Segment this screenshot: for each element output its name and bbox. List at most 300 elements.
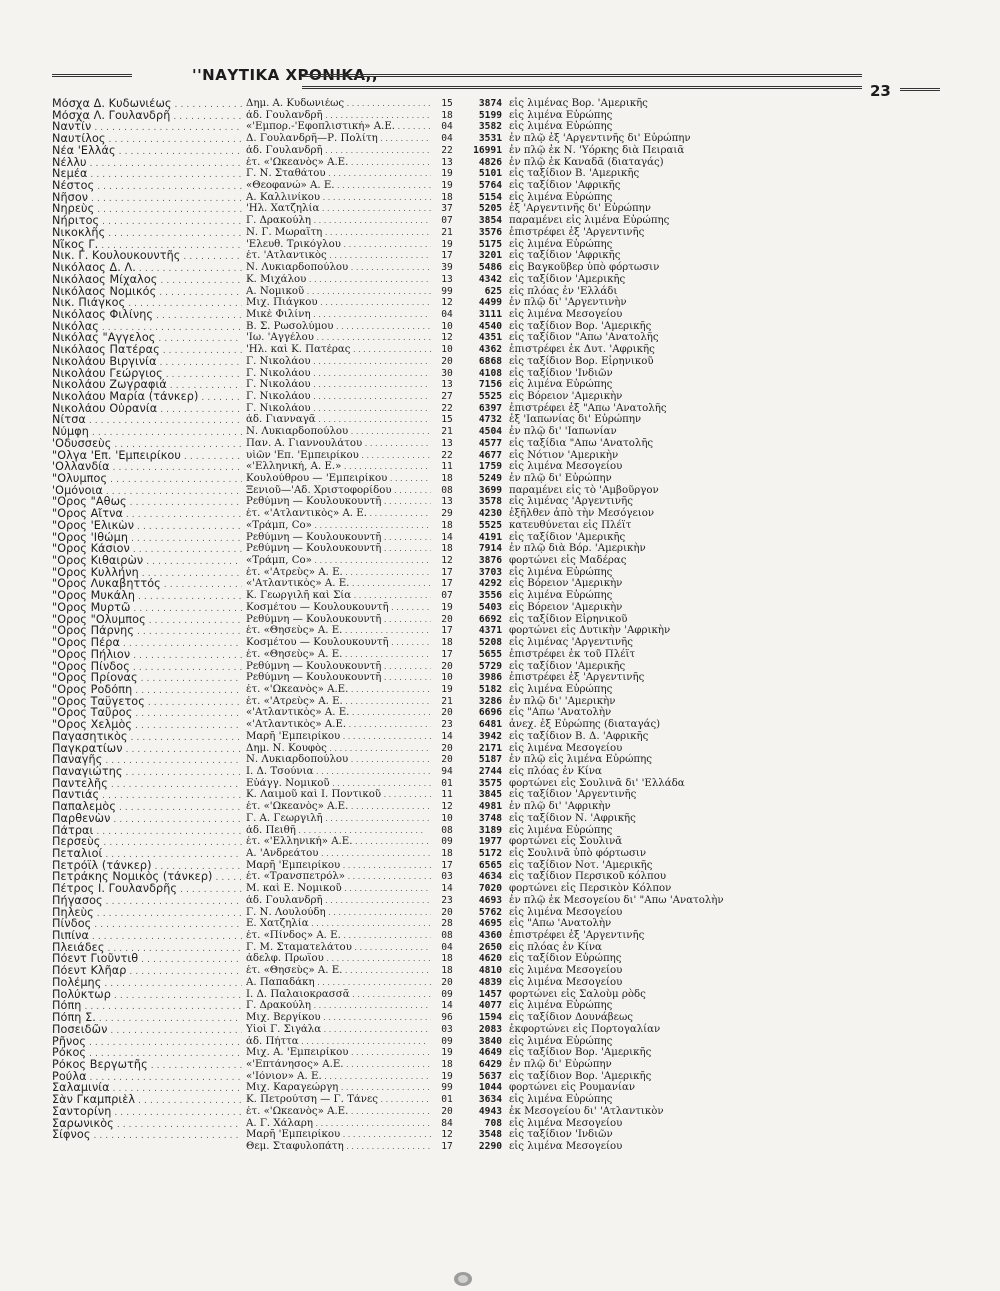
ship-status: ἐκφορτώνει εἰς Πορτογαλίαν — [509, 1023, 661, 1035]
ship-status: εἰς λιμένα Εὐρώπης — [509, 1035, 613, 1047]
ship-num: 3286 — [478, 695, 502, 707]
ship-status: εἰς ταξίδια "Απω 'Ανατολῆς — [509, 437, 654, 449]
ship-status: εἰς ταξίδιον 'Ινδιῶν — [509, 1129, 613, 1141]
ship-name: Νικ. Πιάγκος . . . — [52, 297, 242, 311]
ship-name: Νέστος . . . — [52, 180, 242, 194]
ship-owner: 'Ηλ. καὶ Κ. Πατέρας . . . — [246, 344, 431, 356]
header-rule-right — [900, 88, 940, 91]
ship-name: "Ορος Κιθαιρὼν . . . — [52, 555, 242, 569]
ship-num: 5199 — [478, 109, 502, 121]
ship-num: 1457 — [478, 988, 502, 1000]
table-row — [52, 1012, 952, 1024]
ship-num: 1759 — [478, 461, 502, 473]
ship-name: Νεμέα . . . — [52, 168, 242, 182]
ship-code: 03 — [441, 871, 453, 883]
ship-owner: Ρεθύμνη — Κουλουκουντῆ . . . — [246, 614, 431, 626]
ship-name: Πηλεὺς . . . — [52, 907, 242, 921]
ship-code: 18 — [441, 637, 453, 649]
ship-code: 10 — [441, 320, 453, 332]
table-row — [52, 696, 952, 708]
ship-name: Νικόλαος Νομικός . . . — [52, 286, 242, 300]
table-row — [52, 1118, 952, 1130]
ship-owner: Κ. Γεωργιλῆ καὶ Σία . . . — [246, 590, 431, 602]
ship-num: 4077 — [478, 1000, 502, 1012]
ship-status: εἰς ταξίδιον 'Αμερικῆς — [509, 531, 626, 543]
ship-num: 4577 — [478, 437, 502, 449]
ship-code: 09 — [441, 1035, 453, 1047]
ship-status: εἰς λιμένα Εὐρώπης — [509, 1094, 613, 1106]
ship-name: "Ορος Κυλλήνη . . . — [52, 567, 242, 581]
ship-owner: υἱῶν 'Επ. 'Εμπειρίκου . . . — [246, 450, 431, 462]
ship-num: 3582 — [478, 121, 502, 133]
ship-owner: Α. 'Ανδρεάτου . . . — [246, 848, 431, 860]
ship-owner: Γ. Νικολάου . . . — [246, 368, 431, 380]
ship-name: "Ορος Πέρα . . . — [52, 637, 242, 651]
ship-name: Πιπίνα . . . — [52, 930, 242, 944]
ship-status: ἐπιστρέφει ἐξ 'Αργεντινῆς — [509, 672, 645, 684]
ship-name: Μόσχα Δ. Κυδωνιέως . . . — [52, 98, 242, 112]
table-row — [52, 1036, 952, 1048]
ship-num: 3531 — [478, 133, 502, 145]
table-row — [52, 813, 952, 825]
table-row — [52, 649, 952, 661]
ship-code: 11 — [441, 461, 453, 473]
ship-owner: ἀδ. Γιανναγᾶ . . . — [246, 414, 431, 426]
table-row — [52, 731, 952, 743]
ship-status: φορτώνει εἰς Ρουμανίαν — [509, 1082, 636, 1094]
ship-status: εἰς πλόας ἐν Κίνα — [509, 941, 602, 953]
ship-status: κατευθύνεται εἰς Πλέϊτ — [509, 519, 632, 531]
ship-owner: «'Ατλαντικὸς» Α. Ε. . . . — [246, 578, 431, 590]
ship-code: 17 — [441, 859, 453, 871]
table-row — [52, 508, 952, 520]
ship-status: εἰς Σουλινᾶ ὑπὸ φόρτωσιν — [509, 848, 647, 859]
table-row — [52, 836, 952, 848]
ship-status: φορτώνει εἰς Μαδέρας — [509, 555, 627, 567]
ship-status: ἐν πλῷ εἰς λιμένα Εὐρώπης — [509, 754, 652, 766]
ship-code: 21 — [441, 226, 453, 238]
ship-owner: ἀδ. Πήττα . . . — [246, 1036, 431, 1048]
ship-name: Νικόλαος Δ. Λ. . . . — [52, 262, 242, 276]
ship-owner: Γ. Νικολάου . . . — [246, 403, 431, 415]
ship-owner: 'Ιω. 'Αγγέλου . . . — [246, 332, 431, 344]
ship-num: 2083 — [478, 1023, 502, 1035]
table-row — [52, 239, 952, 251]
ship-owner: Α. Καλλινίκου . . . — [246, 192, 431, 204]
ship-owner: Μαρῆ 'Εμπειρίκου . . . — [246, 860, 431, 872]
ship-num: 4499 — [478, 297, 502, 309]
ship-num: 1977 — [478, 836, 502, 848]
ship-status: ἀνεχ. ἐξ Εὐρώπης (διαταγάς) — [509, 719, 661, 731]
ship-code: 20 — [441, 1105, 453, 1117]
ship-code: 37 — [441, 203, 453, 215]
ship-code: 96 — [441, 1012, 453, 1024]
ship-status: εἰς ταξίδιον Περσικοῦ κόλπου — [509, 871, 667, 883]
ship-name: Ρῆνος . . . — [52, 1036, 242, 1050]
ship-status: ἐν πλῷ ἐξ 'Αργεντινῆς δι' Εὐρώπην — [509, 133, 691, 145]
ship-name: Παρθενὼν . . . — [52, 813, 242, 827]
ship-name: Παπαλεμὸς . . . — [52, 801, 242, 815]
ship-num: 5182 — [478, 683, 502, 695]
ship-code: 10 — [441, 344, 453, 356]
ship-status: εἰς ταξίδιον Εὐρώπης — [509, 953, 622, 965]
ship-num: 3845 — [478, 789, 502, 801]
ship-name: Πολέμης . . . — [52, 977, 242, 991]
ship-code: 04 — [441, 121, 453, 133]
ship-num: 3189 — [478, 824, 502, 836]
ship-owner: ἐτ. «'Ωκεανὸς» Α.Ε. . . . — [246, 157, 431, 169]
ship-name: Νικολάου Μαρία (τάνκερ) . . . — [52, 391, 242, 405]
ship-num: 3578 — [478, 496, 502, 508]
ship-code: 19 — [441, 168, 453, 180]
ship-name: Νῆσον . . . — [52, 192, 242, 206]
ship-name: "Ορος Μυρτῶ . . . — [52, 602, 242, 616]
ship-name: "Ορος Λυκαβηττός . . . — [52, 578, 242, 592]
table-row — [52, 157, 952, 169]
table-row — [52, 860, 952, 872]
ship-owner: ἐτ. «Θησεὺς» Α. Ε. . . . — [246, 965, 431, 977]
ship-code: 14 — [441, 1000, 453, 1012]
ship-owner: ἐτ. 'Ατλαντικὸς . . . — [246, 250, 431, 262]
ship-code: 04 — [441, 308, 453, 320]
ship-num: 6429 — [478, 1058, 502, 1070]
ship-status: εἰς ταξίδιον Β. Δ. 'Αφρικῆς — [509, 730, 649, 742]
ship-name: Σαρωνικὸς . . . — [52, 1118, 242, 1132]
ship-name: Σαντορίνη . . . — [52, 1106, 242, 1120]
ship-status: εἰς λιμένας 'Αργεντινῆς — [509, 637, 633, 649]
ship-code: 19 — [441, 1070, 453, 1082]
ship-code: 23 — [441, 894, 453, 906]
ship-name: "Ορος Ταΰγετος . . . — [52, 696, 242, 710]
table-row — [52, 989, 952, 1001]
table-row — [52, 145, 952, 157]
ship-num: 3986 — [478, 672, 502, 684]
ship-owner: «Τράμπ, Co» . . . — [246, 520, 431, 532]
table-row — [52, 274, 952, 286]
ship-num: 4351 — [478, 332, 502, 344]
ship-name: Πλειάδες . . . — [52, 942, 242, 956]
ship-name: "Ορος "Ολυμπος . . . — [52, 614, 242, 628]
ship-owner: Δημ. Α. Κυδωνιέως . . . — [246, 98, 431, 110]
ship-num: 625 — [484, 285, 502, 297]
ship-code: 22 — [441, 402, 453, 414]
ship-code: 99 — [441, 1082, 453, 1094]
table-row — [52, 942, 952, 954]
ship-num: 3942 — [478, 730, 502, 742]
ship-status: φορτώνει εἰς Περσικὸν Κόλπον — [509, 883, 672, 895]
ship-name: "Ορος "Αθως . . . — [52, 496, 242, 510]
table-row — [52, 789, 952, 801]
ship-num: 4693 — [478, 894, 502, 906]
table-row — [52, 778, 952, 790]
ship-code: 22 — [441, 449, 453, 461]
ship-num: 6692 — [478, 613, 502, 625]
ship-code: 12 — [441, 555, 453, 567]
table-row — [52, 473, 952, 485]
ship-code: 17 — [441, 648, 453, 660]
ship-owner: «'Ιόνιον» Α. Ε. . . . — [246, 1071, 431, 1083]
ship-name: Νικολάου Οὐρανία . . . — [52, 403, 242, 417]
ship-status: εἰς λιμένα Εὐρώπης — [509, 590, 613, 602]
ship-name: Πετρόϊλ (τάνκερ) . . . — [52, 860, 242, 874]
ship-code: 28 — [441, 918, 453, 930]
ship-status: εἰς ταξίδιον 'Αφρικῆς — [509, 180, 621, 192]
ship-name: Ναντίν . . . — [52, 121, 242, 135]
ship-owner: Γ. Α. Γεωργιλῆ . . . — [246, 813, 431, 825]
table-row — [52, 250, 952, 262]
ship-num: 4620 — [478, 953, 502, 965]
ship-num: 4981 — [478, 801, 502, 813]
ship-code: 14 — [441, 531, 453, 543]
ship-owner: «Θεοφανώ» Α. Ε. . . . — [246, 180, 431, 192]
ship-code: 11 — [441, 789, 453, 801]
ship-code: 18 — [441, 473, 453, 484]
table-row — [52, 930, 952, 942]
ship-name: "Ορος Μυκάλη . . . — [52, 590, 242, 604]
ship-owner: «'Ελληνική, Α. Ε.» . . . — [246, 461, 431, 473]
ship-num: 5175 — [478, 238, 502, 250]
ship-name: Νικοκλῆς . . . — [52, 227, 242, 241]
table-row — [52, 286, 952, 298]
ship-num: 4360 — [478, 930, 502, 942]
ship-owner: Γ. Νικολάου . . . — [246, 379, 431, 391]
ship-name: Πέτρος Ι. Γουλανδρῆς . . . — [52, 883, 242, 897]
ship-owner: Υἱοὶ Γ. Σιγάλα . . . — [246, 1024, 431, 1036]
library-stamp-icon — [452, 1270, 474, 1288]
ship-name: "Ορος Χελμὸς . . . — [52, 719, 242, 733]
ship-owner: Μιχ. Α. 'Εμπειρίκου . . . — [246, 1047, 431, 1059]
ship-status: εἰς λιμένα Μεσογείου — [509, 461, 623, 473]
table-row — [52, 1129, 952, 1141]
ship-name: Πήγασος . . . — [52, 895, 242, 909]
ship-owner: ἐτ. «'Ατλαντικὸς» Α. Ε. . . . — [246, 508, 431, 520]
ship-status: εἰς λιμένα Μεσογείου — [509, 906, 623, 918]
ship-code: 13 — [441, 496, 453, 508]
header-rule-left — [52, 74, 132, 77]
table-row — [52, 602, 952, 614]
ship-owner: Κουλούθρου — 'Εμπειρίκου . . . — [246, 473, 431, 485]
ship-owner: Δ. Γουλανδρῆ—Ρ. Πολίτη . . . — [246, 133, 431, 145]
ship-status: εἰς πλόας ἐν 'Ελλάδι — [509, 285, 618, 297]
table-row — [52, 168, 952, 180]
ship-num: 7156 — [478, 379, 502, 391]
ship-owner: Κοσμέτου — Κουλουκουντῆ . . . — [246, 602, 431, 614]
ship-num: 3556 — [478, 590, 502, 602]
ship-code: 17 — [441, 250, 453, 262]
table-row — [52, 227, 952, 239]
ship-status: ἐκ Μεσογείου δι' 'Ατλαντικὸν — [509, 1105, 664, 1117]
ship-name: Πίνδος . . . — [52, 918, 242, 932]
ship-owner: Κ. Λαιμοῦ καὶ Ι. Ποντικοῦ . . . — [246, 789, 431, 801]
ship-code: 20 — [441, 976, 453, 988]
ship-status: εἰς ταξίδιον 'Αργεντινῆς — [509, 789, 637, 801]
ship-owner: ἐτ. «Τρανσπετρόλ» . . . — [246, 871, 431, 883]
ship-status: ἐν πλῷ δι' 'Αφρικὴν — [509, 801, 611, 813]
ship-status: εἰς "Απω 'Ανατολὴν — [509, 918, 612, 930]
ship-owner: Μ. καὶ Ε. Νομικοῦ . . . — [246, 883, 431, 895]
ship-owner: Μαρῆ 'Εμπειρίκου . . . — [246, 1129, 431, 1141]
ship-code: 10 — [441, 672, 453, 684]
ship-owner: 'Ηλ. Χατζηλία . . . — [246, 203, 431, 215]
ship-status: εἰς λιμένα Μεσογείου — [509, 742, 623, 754]
ship-owner: «Τράμπ, Co» . . . — [246, 555, 431, 567]
table-row — [52, 754, 952, 766]
ship-owner: «'Ατλαντικὸς» Α.Ε. . . . — [246, 719, 431, 731]
ship-owner: Γ. Ν. Λουλούδη . . . — [246, 907, 431, 919]
ship-name: Νικόλαος Πατέρας . . . — [52, 344, 242, 358]
ship-num: 2650 — [478, 941, 502, 953]
ship-code: 14 — [441, 730, 453, 742]
ship-owner: Κοσμέτου — Κουλουκουντῆ . . . — [246, 637, 431, 649]
ship-num: 4191 — [478, 531, 502, 543]
ship-owner: ἐτ. «'Ωκεανὸς» Α.Ε. . . . — [246, 801, 431, 813]
table-row — [52, 110, 952, 122]
table-row — [52, 121, 952, 133]
ship-owner: Β. Σ. Ρωσολύμου . . . — [246, 321, 431, 333]
ship-code: 12 — [441, 801, 453, 813]
ship-name: "Ορος Κάσιον . . . — [52, 543, 242, 557]
table-row — [52, 907, 952, 919]
ship-status: ἐν πλῷ ἐκ Καναδᾶ (διαταγάς) — [509, 156, 664, 168]
ship-owner: ἀδ. Πειθῆ . . . — [246, 825, 431, 837]
table-row — [52, 625, 952, 637]
table-row — [52, 532, 952, 544]
ship-name: Νικ. Γ. Κουλουκουντῆς . . . — [52, 250, 242, 264]
ship-code: 20 — [441, 754, 453, 766]
table-row — [52, 438, 952, 450]
ship-status: ἐπιστρέφει ἐξ 'Αργεντινῆς — [509, 930, 645, 942]
ship-code: 39 — [441, 262, 453, 274]
ship-name: "Ορος Πάρνης . . . — [52, 625, 242, 639]
ship-code: 20 — [441, 660, 453, 672]
ship-num: 4362 — [478, 344, 502, 356]
ship-code: 13 — [441, 379, 453, 391]
ship-num: 16991 — [473, 144, 502, 156]
ship-code: 08 — [441, 930, 453, 942]
table-row — [52, 871, 952, 883]
table-row — [52, 403, 952, 415]
ship-num: 5172 — [478, 848, 502, 859]
ship-num: 7914 — [478, 543, 502, 555]
table-row — [52, 766, 952, 778]
ship-code: 20 — [441, 906, 453, 918]
ship-name: "Ορος Πίνδος . . . — [52, 661, 242, 675]
ship-num: 3876 — [478, 555, 502, 567]
table-row — [52, 368, 952, 380]
table-row — [52, 1000, 952, 1012]
ship-owner: Μιχ. Βεργίκου . . . — [246, 1012, 431, 1024]
ship-owner: ἐτ. «'Ελληνική» Α.Ε. . . . — [246, 836, 431, 848]
table-row — [52, 895, 952, 907]
ship-num: 5205 — [478, 203, 502, 215]
ship-num: 3201 — [478, 250, 502, 262]
ship-status: εἰς ταξίδιον Νοτ. 'Αμερικῆς — [509, 859, 653, 871]
ship-code: 17 — [441, 578, 453, 590]
ship-owner: Α. Παπαδάκη . . . — [246, 977, 431, 989]
ship-num: 6565 — [478, 859, 502, 871]
ship-num: 5101 — [478, 168, 502, 180]
ship-code: 20 — [441, 613, 453, 625]
ship-status: ἐν πλῷ δι' 'Αμερικὴν — [509, 695, 616, 707]
ship-code: 08 — [441, 824, 453, 836]
ship-owner: Ν. Γ. Μωραΐτη . . . — [246, 227, 431, 239]
table-row — [52, 332, 952, 344]
ship-num: 4943 — [478, 1105, 502, 1117]
ship-owner: Ι. Δ. Παλαιοκρασσᾶ . . . — [246, 989, 431, 1001]
table-row — [52, 192, 952, 204]
ship-owner: Γ. Νικολάου . . . — [246, 391, 431, 403]
ship-status: εἰς λιμένα Μεσογείου — [509, 308, 623, 320]
ship-code: 20 — [441, 707, 453, 719]
ship-code: 15 — [441, 414, 453, 426]
ship-owner: Ρεθύμνη — Κουλουκουντῆ . . . — [246, 661, 431, 673]
ship-num: 5154 — [478, 191, 502, 203]
ship-status: εἰς "Απω 'Ανατολὴν — [509, 707, 612, 719]
ship-code: 10 — [441, 812, 453, 824]
table-row — [52, 496, 952, 508]
table-row — [52, 461, 952, 473]
ship-num: 5403 — [478, 601, 502, 613]
ship-status: εἰς ταξίδιον Βορ. 'Αμερικῆς — [509, 320, 652, 332]
ship-name: "Ορος 'Ελικὼν . . . — [52, 520, 242, 534]
ship-owner: Ν. Λυκιαρδοπούλου . . . — [246, 754, 431, 766]
ship-num: 4540 — [478, 320, 502, 332]
ship-num: 3548 — [478, 1129, 502, 1141]
ship-num: 5655 — [478, 648, 502, 660]
ship-name: Παντιάς . . . — [52, 789, 242, 803]
ship-owner: ἐτ. «'Ωκεανὸς» Α.Ε. . . . — [246, 684, 431, 696]
ship-num: 4695 — [478, 918, 502, 930]
ship-num: 3699 — [478, 484, 502, 496]
ship-code: 29 — [441, 508, 453, 520]
ship-owner: Γ. Ν. Σταθάτου . . . — [246, 168, 431, 180]
ship-name: "Ορος Πρίονας . . . — [52, 672, 242, 686]
ship-name: Νέλλυ . . . — [52, 157, 242, 171]
table-row — [52, 321, 952, 333]
ship-owner: Ν. Λυκιαρδοπούλου . . . — [246, 262, 431, 274]
ship-name: Παγκρατίων . . . — [52, 743, 242, 757]
table-row — [52, 918, 952, 930]
table-row — [52, 309, 952, 321]
ship-owner: Εὐάγγ. Νομικοῦ . . . — [246, 778, 431, 790]
ship-status: εἰς ταξίδιον Εἰρηνικοῦ — [509, 613, 628, 625]
ship-code: 18 — [441, 109, 453, 121]
table-row — [52, 953, 952, 965]
ship-status: ἐξῆλθεν ἀπὸ τὴν Μεσόγειον — [509, 508, 655, 520]
ship-status: φορτώνει εἰς Σαλοὺμ ρὸδς — [509, 988, 646, 1000]
table-row — [52, 1059, 952, 1071]
ship-status: εἰς Νότιον 'Αμερικὴν — [509, 449, 619, 461]
ship-status: ἐξ 'Αργεντινῆς δι' Εὐρώπην — [509, 203, 651, 215]
ship-code: 04 — [441, 941, 453, 953]
ship-code: 12 — [441, 1129, 453, 1141]
ship-code: 12 — [441, 297, 453, 309]
ship-name: Περσεὺς . . . — [52, 836, 242, 850]
table-row — [52, 414, 952, 426]
ship-name: Πόεντ Γιοῦντιθ . . . — [52, 953, 242, 967]
ship-status: εἰς ταξίδιον Β. 'Αμερικῆς — [509, 168, 640, 180]
ship-name: Πετράκης Νομικὸς (τάνκερ) . . . — [52, 871, 242, 885]
ship-status: εἰς ταξίδιον 'Αφρικῆς — [509, 250, 621, 262]
ship-code: 20 — [441, 355, 453, 367]
ship-num: 4634 — [478, 871, 502, 883]
ship-num: 6696 — [478, 707, 502, 719]
ship-status: εἰς πλόας ἐν Κίνα — [509, 765, 602, 777]
header-rule-lower — [302, 86, 862, 89]
ship-code: 19 — [441, 1047, 453, 1059]
table-row — [52, 590, 952, 602]
ship-name: Νικολάου Ζωγραφιά . . . — [52, 379, 242, 393]
